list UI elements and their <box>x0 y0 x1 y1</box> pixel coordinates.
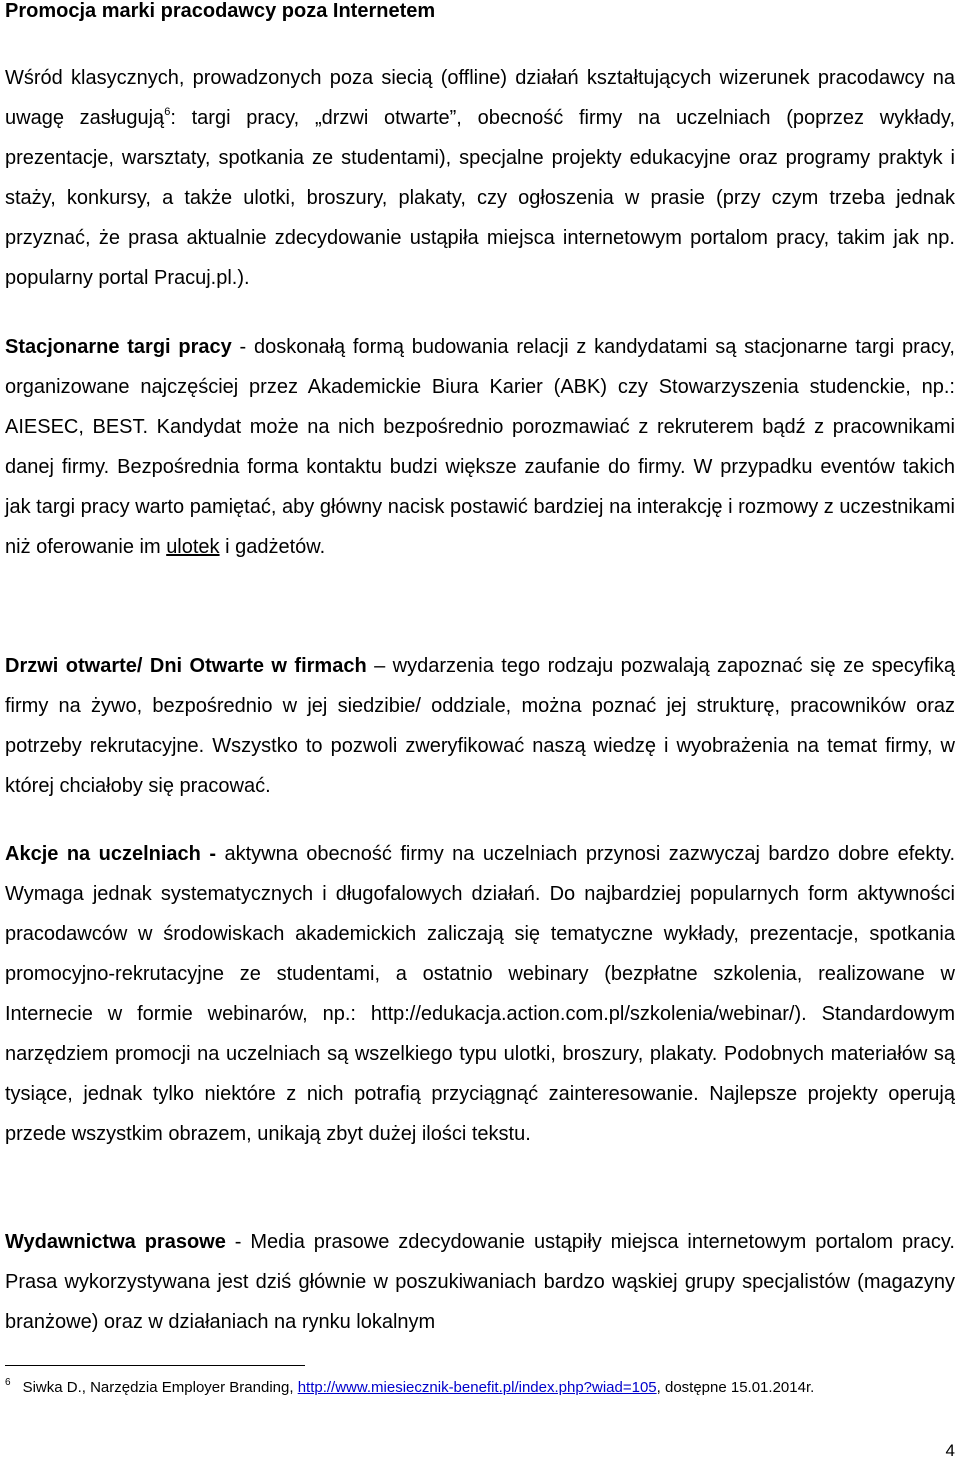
footnote-link[interactable]: http://www.miesiecznik-benefit.pl/index.php?wiad=105 <box>297 1379 657 1396</box>
section-heading: Promocja marki pracodawcy poza Internetem <box>5 0 436 22</box>
university-actions-text: aktywna obecność firmy na uczelniach przynosi zazwyczaj bardzo dobre efekty. Wymaga jednak systematycznych i długofalowych działań. Do najbardziej popularnych form aktywności pracodawców w środowiskach akademickich zaliczają się tematyczne wykłady, prezentacje, spotkania promocyjno-rekrutacyjne ze studentami, a ostatnio webinary (bezpłatne szkolenia, realizowane w Internecie w formie webinarów, np.: http://edukacja.action.com.pl/szkolenia/webinar/). Standardowym narzędziem promocji na uczelniach są wszelkiego typu ulotki, broszury, plakaty. Podobnych materiałów są tysiące, jednak tylko niektóre z nich potrafią przyciągnąć zainteresowanie. Najlepsze projekty operują przede wszystkim obrazem, unikają zbyt dużej ilości tekstu. <box>5 843 956 1145</box>
footnote <box>5 1378 814 1398</box>
footnote-text-end: , dostępne 15.01.2014r. <box>656 1379 815 1396</box>
footnote-text: Siwka D., Narzędzia Employer Branding, <box>22 1379 298 1396</box>
press-text: - Media prasowe zdecydowanie ustąpiły miejsca internetowym portalom pracy. Prasa wykorzystywana jest dziś głównie w poszukiwaniach bardzo wąskiej grupy specjalistów (magazyny branżowe) oraz w działaniach na rynku lokalnym <box>5 1231 955 1333</box>
paragraph-press <box>5 1222 955 1342</box>
press-term: Wydawnictwa prasowe <box>5 1231 226 1253</box>
page-number: 4 <box>945 1441 955 1460</box>
paragraph-university-actions <box>5 834 955 1154</box>
open-days-term: Drzwi otwarte/ Dni Otwarte w firmach <box>5 655 367 677</box>
footnote-reference[interactable]: 6 <box>164 106 171 118</box>
job-fairs-text-end: i gadżetów. <box>219 536 326 558</box>
leaflets-underlined: ulotek <box>166 536 220 558</box>
open-days-text: – wydarzenia tego rodzaju pozwalają zapoznać się ze specyfiką firmy na żywo, bezpośrednio w jej siedzibie/ oddziale, można poznać jej strukturę, pracowników oraz potrzeby rekrutacyjne. Wszystko to pozwoli zweryfikować naszą wiedzę i wyobrażenia na temat firmy, w której chciałoby się pracować. <box>5 655 955 797</box>
job-fairs-text: - doskonałą formą budowania relacji z kandydatami są stacjonarne targi pracy, organizowane najczęściej przez Akademickie Biura Karier (ABK) czy Stowarzyszenia studenckie, np.: AIESEC, BEST. Kandydat może na nich bezpośrednio porozmawiać z rekruterem bądź z pracownikami danej firmy. Bezpośrednia forma kontaktu budzi większe zaufanie do firmy. W przypadku eventów takich jak targi pracy warto pamiętać, aby główny nacisk postawić bardziej na interakcję i rozmowy z uczestnikami niż oferowanie im <box>5 336 955 558</box>
intro-text-start: Wśród klasycznych, prowadzonych poza siecią (offline) działań kształtujących wizerunek pracodawcy na uwagę zasługują <box>5 67 955 129</box>
footnote-number: 6 <box>5 1377 11 1388</box>
paragraph-intro <box>5 58 955 298</box>
job-fairs-term: Stacjonarne targi pracy <box>5 336 232 358</box>
paragraph-open-days <box>5 646 955 806</box>
university-actions-term: Akcje na uczelniach - <box>5 843 217 865</box>
footnote-separator <box>5 1365 305 1366</box>
intro-text-end: : targi pracy, „drzwi otwarte”, obecność firmy na uczelniach (poprzez wykłady, prezentacje, warsztaty, spotkania ze studentami), specjalne projekty edukacyjne oraz programy praktyk i staży, konkursy, a także ulotki, broszury, plakaty, czy ogłoszenia w prasie (przy czym trzeba jednak przyznać, że prasa aktualnie zdecydowanie ustąpiła miejsca internetowym portalom pracy, takim jak np. popularny portal Pracuj.pl.). <box>5 107 956 289</box>
paragraph-job-fairs <box>5 327 955 567</box>
